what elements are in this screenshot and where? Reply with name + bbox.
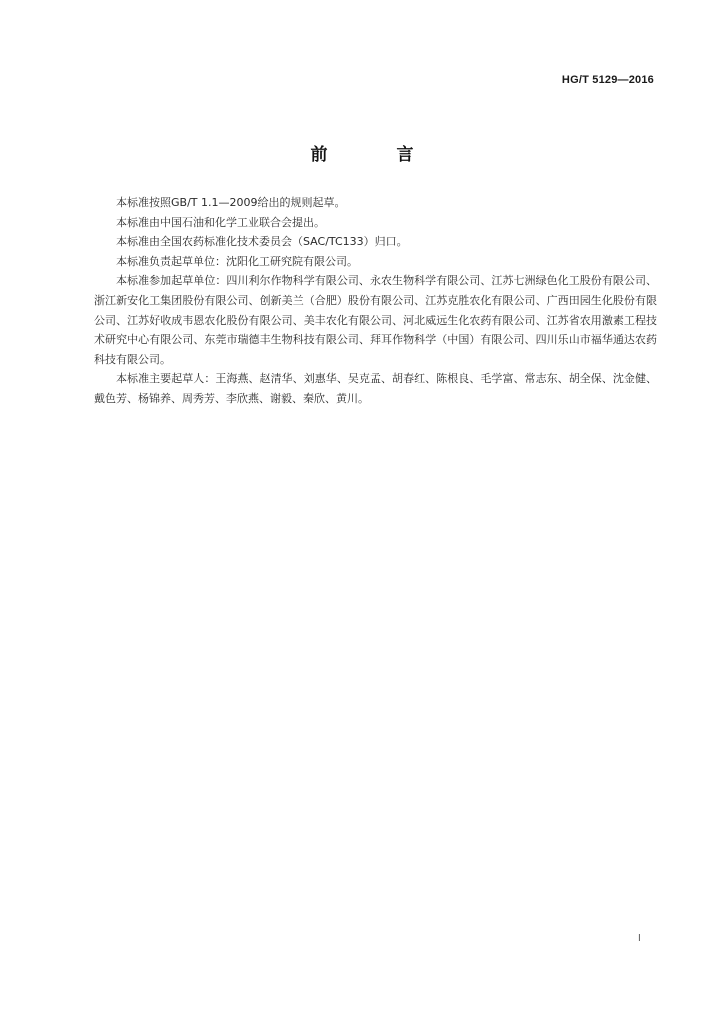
paragraph-technical-committee: 本标准由全国农药标准化技术委员会（SAC/TC133）归口。 bbox=[116, 235, 408, 249]
paragraph-responsible-drafter: 本标准负责起草单位：沈阳化工研究院有限公司。 bbox=[116, 254, 358, 268]
paragraph-proposer: 本标准由中国石油和化学工业联合会提出。 bbox=[116, 215, 325, 229]
foreword-body bbox=[94, 193, 657, 409]
page-number: I bbox=[638, 933, 641, 944]
paragraph-main-drafters: 本标准主要起草人：王海燕、赵清华、刘惠华、吴克孟、胡春红、陈根良、毛学富、常志东、胡全保、沈金健、戴色芳、杨锦养、周秀芳、李欣燕、谢毅、秦欣、黄川。 bbox=[94, 372, 657, 405]
paragraph-participating-units: 本标准参加起草单位：四川利尔作物科学有限公司、永农生物科学有限公司、江苏七洲绿色化工股份有限公司、浙江新安化工集团股份有限公司、创新美兰（合肥）股份有限公司、江苏克胜农化有限公司、广西田园生化股份有限公司、江苏好收成韦恩农化股份有限公司、美丰农化有限公司、河北威远生化农药有限公司、江苏省农用激素工程技术研究中心有限公司、东莞市瑞德丰生物科技有限公司、拜耳作物科学（中国）有限公司、四川乐山市福华通达农药科技有限公司。 bbox=[94, 274, 657, 366]
paragraph-drafting-rules: 本标准按照GB/T 1.1—2009给出的规则起草。 bbox=[116, 196, 346, 209]
standard-code: HG/T 5129—2016 bbox=[561, 74, 654, 86]
page-title: 前 言 bbox=[310, 145, 440, 165]
